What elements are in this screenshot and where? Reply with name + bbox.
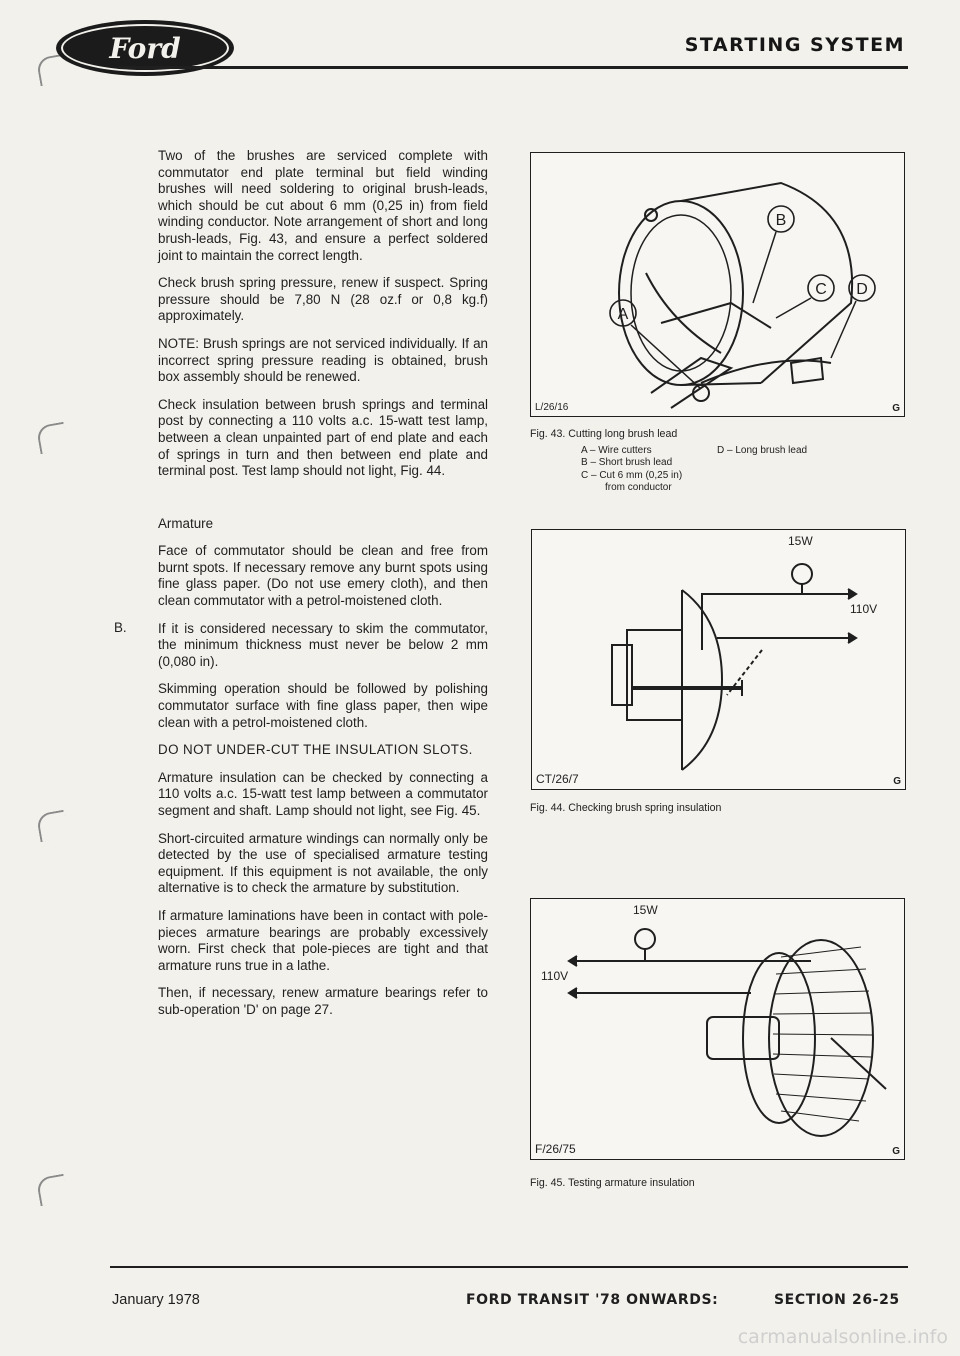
punch-hole xyxy=(36,1174,68,1206)
body-text-column xyxy=(158,148,488,1030)
legend-item: from conductor xyxy=(605,482,672,494)
spring-insulation-illustration xyxy=(532,530,905,789)
footer-publication: FORD TRANSIT '78 ONWARDS: xyxy=(466,1292,719,1308)
fig44-volts: 110V xyxy=(850,602,878,616)
paragraph: Then, if necessary, renew armature bearings refer to sub-operation 'D' on page 27. xyxy=(158,985,488,1017)
paragraph: NOTE: Brush springs are not serviced individually. If an incorrect spring pressure reading is obtained, brush box assembly should be renewed. xyxy=(158,335,488,385)
legend-item: C – Cut 6 mm (0,25 in) xyxy=(581,469,683,481)
footer-date: January 1978 xyxy=(112,1292,200,1308)
brush-cutting-illustration xyxy=(531,153,904,416)
header-rule xyxy=(118,66,908,69)
figure-ref: F/26/75 xyxy=(535,1142,576,1156)
logo-text: Ford xyxy=(109,31,181,65)
figure-mark: G xyxy=(892,1146,900,1157)
armature-insulation-illustration xyxy=(531,899,904,1159)
fig43-label-c: C xyxy=(815,281,827,298)
fig43-label-d: D xyxy=(856,281,868,298)
fig45-watts: 15W xyxy=(633,903,658,917)
figure-44 xyxy=(531,529,906,790)
figure-caption xyxy=(530,1177,695,1190)
figure-ref: CT/26/7 xyxy=(536,772,579,786)
figure-legend xyxy=(581,445,682,495)
punch-hole xyxy=(36,810,68,842)
fig45-volts: 110V xyxy=(541,969,569,983)
paragraph: Check brush spring pressure, renew if suspect. Spring pressure should be 7,80 N (28 oz.f or 0,8 kg.f) approximately. xyxy=(158,275,488,324)
figure-mark: G xyxy=(892,403,900,414)
caption-title: Fig. 44. Checking brush spring insulation xyxy=(530,802,722,814)
legend-item: A – Wire cutters xyxy=(581,445,652,456)
footer-rule xyxy=(110,1266,908,1268)
paragraph: If armature laminations have been in contact with pole-pieces armature bearings are probably excessively worn. First check that pole-pieces are tight and that armature runs true in a lathe. xyxy=(158,907,488,973)
figure-legend xyxy=(717,445,807,457)
subsection-title: Armature xyxy=(158,515,214,531)
figure-mark: G xyxy=(893,776,901,787)
legend-item: D – Long brush lead xyxy=(717,445,808,456)
subsection-letter: B. xyxy=(114,620,127,635)
paragraph: Check insulation between brush springs and terminal post by connecting a 110 volts a.c. 15-watt test lamp, between a clean unpainted part of end plate and each of springs in turn and then between end plate and terminal post. Test lamp should not light, Fig. 44. xyxy=(158,396,488,479)
fig43-label-a: A xyxy=(617,306,629,323)
punch-hole xyxy=(36,422,68,454)
paragraph: Armature insulation can be checked by connecting a 110 volts a.c. 15-watt test lamp between a commutator segment and shaft. Lamp should not light, see Fig. 45. xyxy=(158,769,488,818)
figure-ref: L/26/16 xyxy=(535,402,569,413)
caption-title: Fig. 43. Cutting long brush lead xyxy=(530,428,678,440)
fig44-watts: 15W xyxy=(788,534,813,548)
paragraph: If it is considered necessary to skim the commutator, the minimum thickness must never be below 2 mm (0,080 in). xyxy=(158,620,488,669)
footer-section: SECTION 26-25 xyxy=(774,1292,900,1308)
warning-paragraph: DO NOT UNDER-CUT THE INSULATION SLOTS. xyxy=(158,742,473,758)
caption-title: Fig. 45. Testing armature insulation xyxy=(530,1177,695,1189)
figure-45 xyxy=(530,898,905,1160)
fig43-label-b: B xyxy=(775,212,787,229)
legend-item: B – Short brush lead xyxy=(581,457,673,469)
paragraph: Skimming operation should be followed by polishing commutator surface with fine glass paper, then wipe clean with a petrol-moistened cloth. xyxy=(158,681,488,730)
figure-caption xyxy=(530,428,677,441)
paragraph: Two of the brushes are serviced complete with commutator end plate terminal but field winding brushes will need soldering to original brush-leads, which should be cut about 6 mm (0,25 in) from field winding conductor. Note arrangement of short and long brush-leads, Fig. 43, and ensure a perfect soldered joint to maintain the correct length. xyxy=(158,148,488,263)
site-watermark: carmanualsonline.info xyxy=(737,1326,948,1348)
figure-caption xyxy=(530,802,721,815)
paragraph: Face of commutator should be clean and free from burnt spots. If necessary remove any burnt spots using fine glass paper. (Do not use emery cloth), and then clean commutator with a petrol-moistened cloth. xyxy=(158,543,488,609)
paragraph: Short-circuited armature windings can normally only be detected by the use of specialised armature testing equipment. If this equipment is not available, the only alternative is to check the armature by substitution. xyxy=(158,830,488,896)
figure-43 xyxy=(530,152,905,417)
section-title: STARTING SYSTEM xyxy=(684,34,905,56)
